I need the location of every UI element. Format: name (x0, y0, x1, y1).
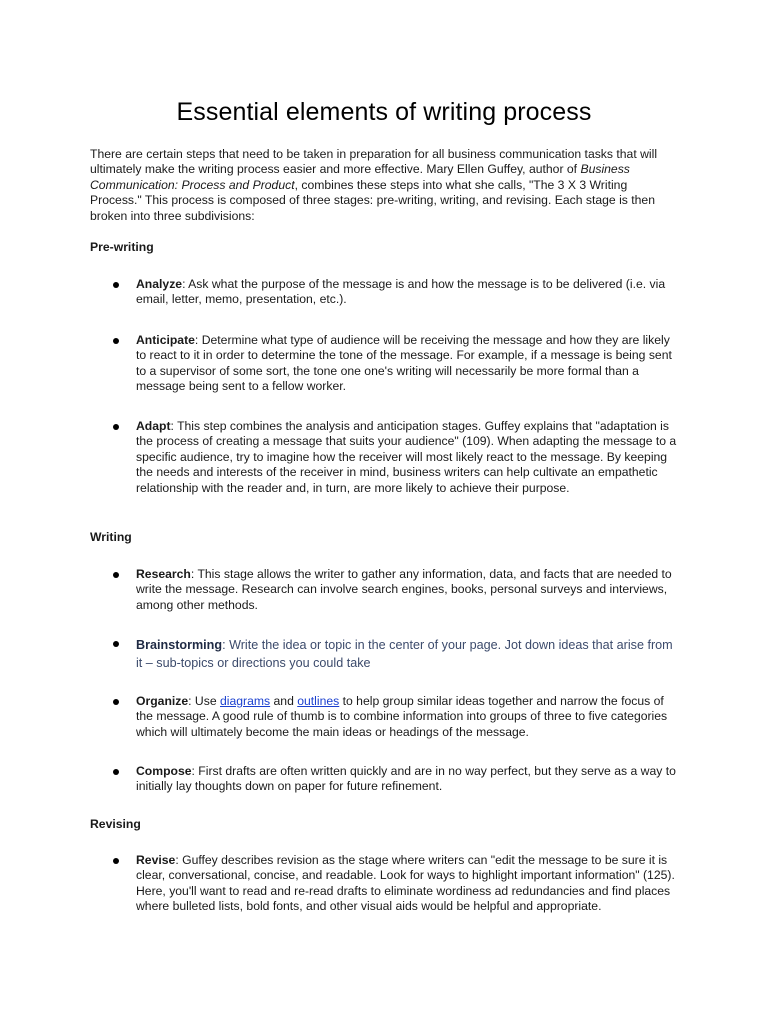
section-heading-writing: Writing (90, 530, 132, 544)
term-research: Research (136, 567, 191, 581)
list-item-anticipate (136, 333, 682, 395)
text-analyze: : Ask what the purpose of the message is and how the message is to be delivered (i.e. via email, letter, memo, presentation, etc.). (136, 277, 666, 307)
text-organize-c: to help group similar ideas together and narrow the focus of the message. A good rule of thumb is to combine information into groups of three to five categories which will ultimately become the main ideas or headings of the message. (136, 694, 668, 739)
section-heading-revising: Revising (90, 817, 141, 831)
diagrams-link[interactable]: diagrams (220, 694, 271, 708)
list-item-analyze (136, 277, 682, 308)
text-revise: : Guffey describes revision as the stage where writers can "edit the message to be sure it is clear, conversational, concise, and readable. Look for ways to highlight important information" (125). Here, you'll want to read and re-read drafts to eliminate wordiness ad redundancies and find places where bulleted lists, bold fonts, and other visual aids would be helpful and appropriate. (136, 853, 675, 914)
bullet-icon (113, 282, 119, 288)
term-revise: Revise (136, 853, 176, 867)
list-item-organize (136, 694, 682, 740)
intro-text-2: , combines these steps into what she calls, "The 3 X 3 Writing Process." This process is composed of three stages: pre-writing, writing, and revising. Each stage is then broken into three subdivisions: (90, 177, 655, 223)
text-research: : This stage allows the writer to gather any information, data, and facts that are needed to write the message. Research can involve search engines, books, personal surveys and interviews, among other methods. (136, 567, 672, 612)
list-item-compose (136, 764, 682, 795)
text-organize-b: and (270, 694, 298, 708)
list-item-adapt (136, 419, 682, 496)
term-analyze: Analyze (136, 277, 183, 291)
list-item-revise (136, 853, 682, 915)
text-adapt: : This step combines the analysis and anticipation stages. Guffey explains that "adaptation is the process of creating a message that suits your audience" (109). When adapting the message to a specific audience, try to imagine how the receiver will most likely react to the message. By keeping the needs and interests of the receiver in mind, business writers can help cultivate an empathetic relationship with the reader and, in turn, are more likely to achieve their purpose. (136, 419, 677, 495)
text-brainstorming: : Write the idea or topic in the center of your page. Jot down ideas that arise from it – sub-topics or directions you could take (136, 638, 673, 670)
text-compose: : First drafts are often written quickly and are in no way perfect, but they serve as a way to initially lay thoughts down on paper for future refinement. (136, 764, 676, 794)
book-title: Business Communication: Process and Product (90, 162, 630, 192)
list-item-research (136, 567, 682, 613)
bullet-icon (113, 858, 119, 864)
bullet-icon (113, 769, 119, 775)
bullet-icon (113, 572, 119, 578)
text-organize-a: : Use (188, 694, 220, 708)
intro-paragraph (90, 147, 680, 224)
outlines-link[interactable]: outlines (297, 694, 340, 708)
section-heading-prewriting: Pre-writing (90, 240, 154, 254)
page-title: Essential elements of writing process (176, 98, 592, 126)
list-item-brainstorming (136, 636, 682, 672)
text-anticipate: : Determine what type of audience will be receiving the message and how they are likely to react to it in order to determine the tone of the message. For example, if a message is being sent to a supervisor of some sort, the tone one one's writing will necessarily be more formal than a message being sent to a fellow worker. (136, 333, 672, 394)
bullet-icon (113, 699, 119, 705)
term-adapt: Adapt (136, 419, 171, 433)
bullet-icon (113, 641, 119, 647)
term-organize: Organize (136, 694, 189, 708)
term-anticipate: Anticipate (136, 333, 195, 347)
bullet-icon (113, 338, 119, 344)
intro-text-1: There are certain steps that need to be taken in preparation for all business communication tasks that will ultimately make the writing process easier and more effective. Mary Ellen Guffey, author of (90, 147, 658, 177)
term-compose: Compose (136, 764, 192, 778)
bullet-icon (113, 424, 119, 430)
term-brainstorming: Brainstorming (136, 638, 223, 652)
